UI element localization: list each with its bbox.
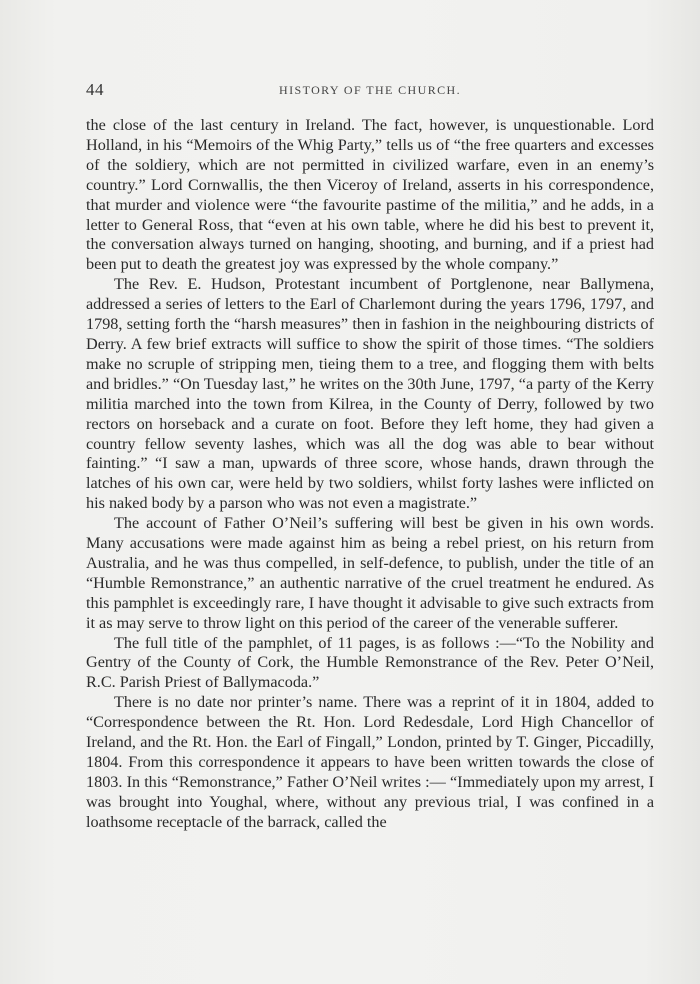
running-title: HISTORY OF THE CHURCH. [279,83,461,97]
body-text [86,116,654,833]
paragraph-reprint: There is no date nor printer’s name. There was a reprint of it in 1804, added to “Correspondence between the Rt. Hon. Lord Redesdale, Lord High Chancellor of Ireland, and the Rt. Hon. the Earl of Fingall,” London, printed by T. Ginger, Piccadilly, 1804. From this correspondence it appears to have been written towards the close of 1803. In this “Remonstrance,” Father O’Neil writes :— “Immediately upon my arrest, I was brought into Youghal, where, without any previous trial, I was confined in a loathsome receptacle of the barrack, called the [86,693,654,831]
page-number: 44 [86,80,104,99]
paragraph-hudson-letters: The Rev. E. Hudson, Protestant incumbent of Portglenone, near Ballymena, addressed a series of letters to the Earl of Charlemont during the years 1796, 1797, and 1798, setting forth the “harsh measures” then in fashion in the neighbouring districts of Derry. A few brief extracts will suffice to show the spirit of those times. “The soldiers make no scruple of stripping men, tieing them to a tree, and flogging them with belts and bridles.” “On Tuesday last,” he writes on the 30th June, 1797, “a party of the Kerry militia marched into the town from Kilrea, in the County of Derry, followed by two rectors on horseback and a curate on foot. Before they left home, they had given a country fellow seventy lashes, which was all the dog was able to bear without fainting.” “I saw a man, upwards of three score, whose hands, drawn through the latches of his own car, were held by two soldiers, whilst forty lashes were inflicted on his naked body by a parson who was not even a magistrate.” [86,275,654,513]
paragraph-oneil-account: The account of Father O’Neil’s suffering will best be given in his own words. Many accusations were made against him as being a rebel priest, on his return from Australia, and he was thus compelled, in self-defence, to publish, under the title of an “Humble Remonstrance,” an authentic narrative of the cruel treatment he endured. As this pamphlet is exceedingly rare, I have thought it advisable to give such extracts from it as may serve to throw light on this period of the career of the venerable sufferer. [86,514,654,632]
paragraph-pamphlet-title: The full title of the pamphlet, of 11 pages, is as follows :—“To the Nobility and Gentry of the County of Cork, the Humble Remonstrance of the Rev. Peter O’Neil, R.C. Parish Priest of Ballymacoda.” [86,633,654,692]
paragraph-continuation: the close of the last century in Ireland. The fact, however, is unquestionable. Lord Holland, in his “Memoirs of the Whig Party,” tells us of “the free quarters and excesses of the soldiery, which are not permitted in civilized warfare, even in an enemy’s country.” Lord Cornwallis, the then Viceroy of Ireland, asserts in his correspondence, that murder and violence were “the favourite pastime of the militia,” and he adds, in a letter to General Ross, that “even at his own table, where he did his best to prevent it, the conversation always turned on hanging, shooting, and burning, and if a priest had been put to death the greatest joy was expressed by the whole company.” [86,116,654,274]
page-header [86,80,654,100]
